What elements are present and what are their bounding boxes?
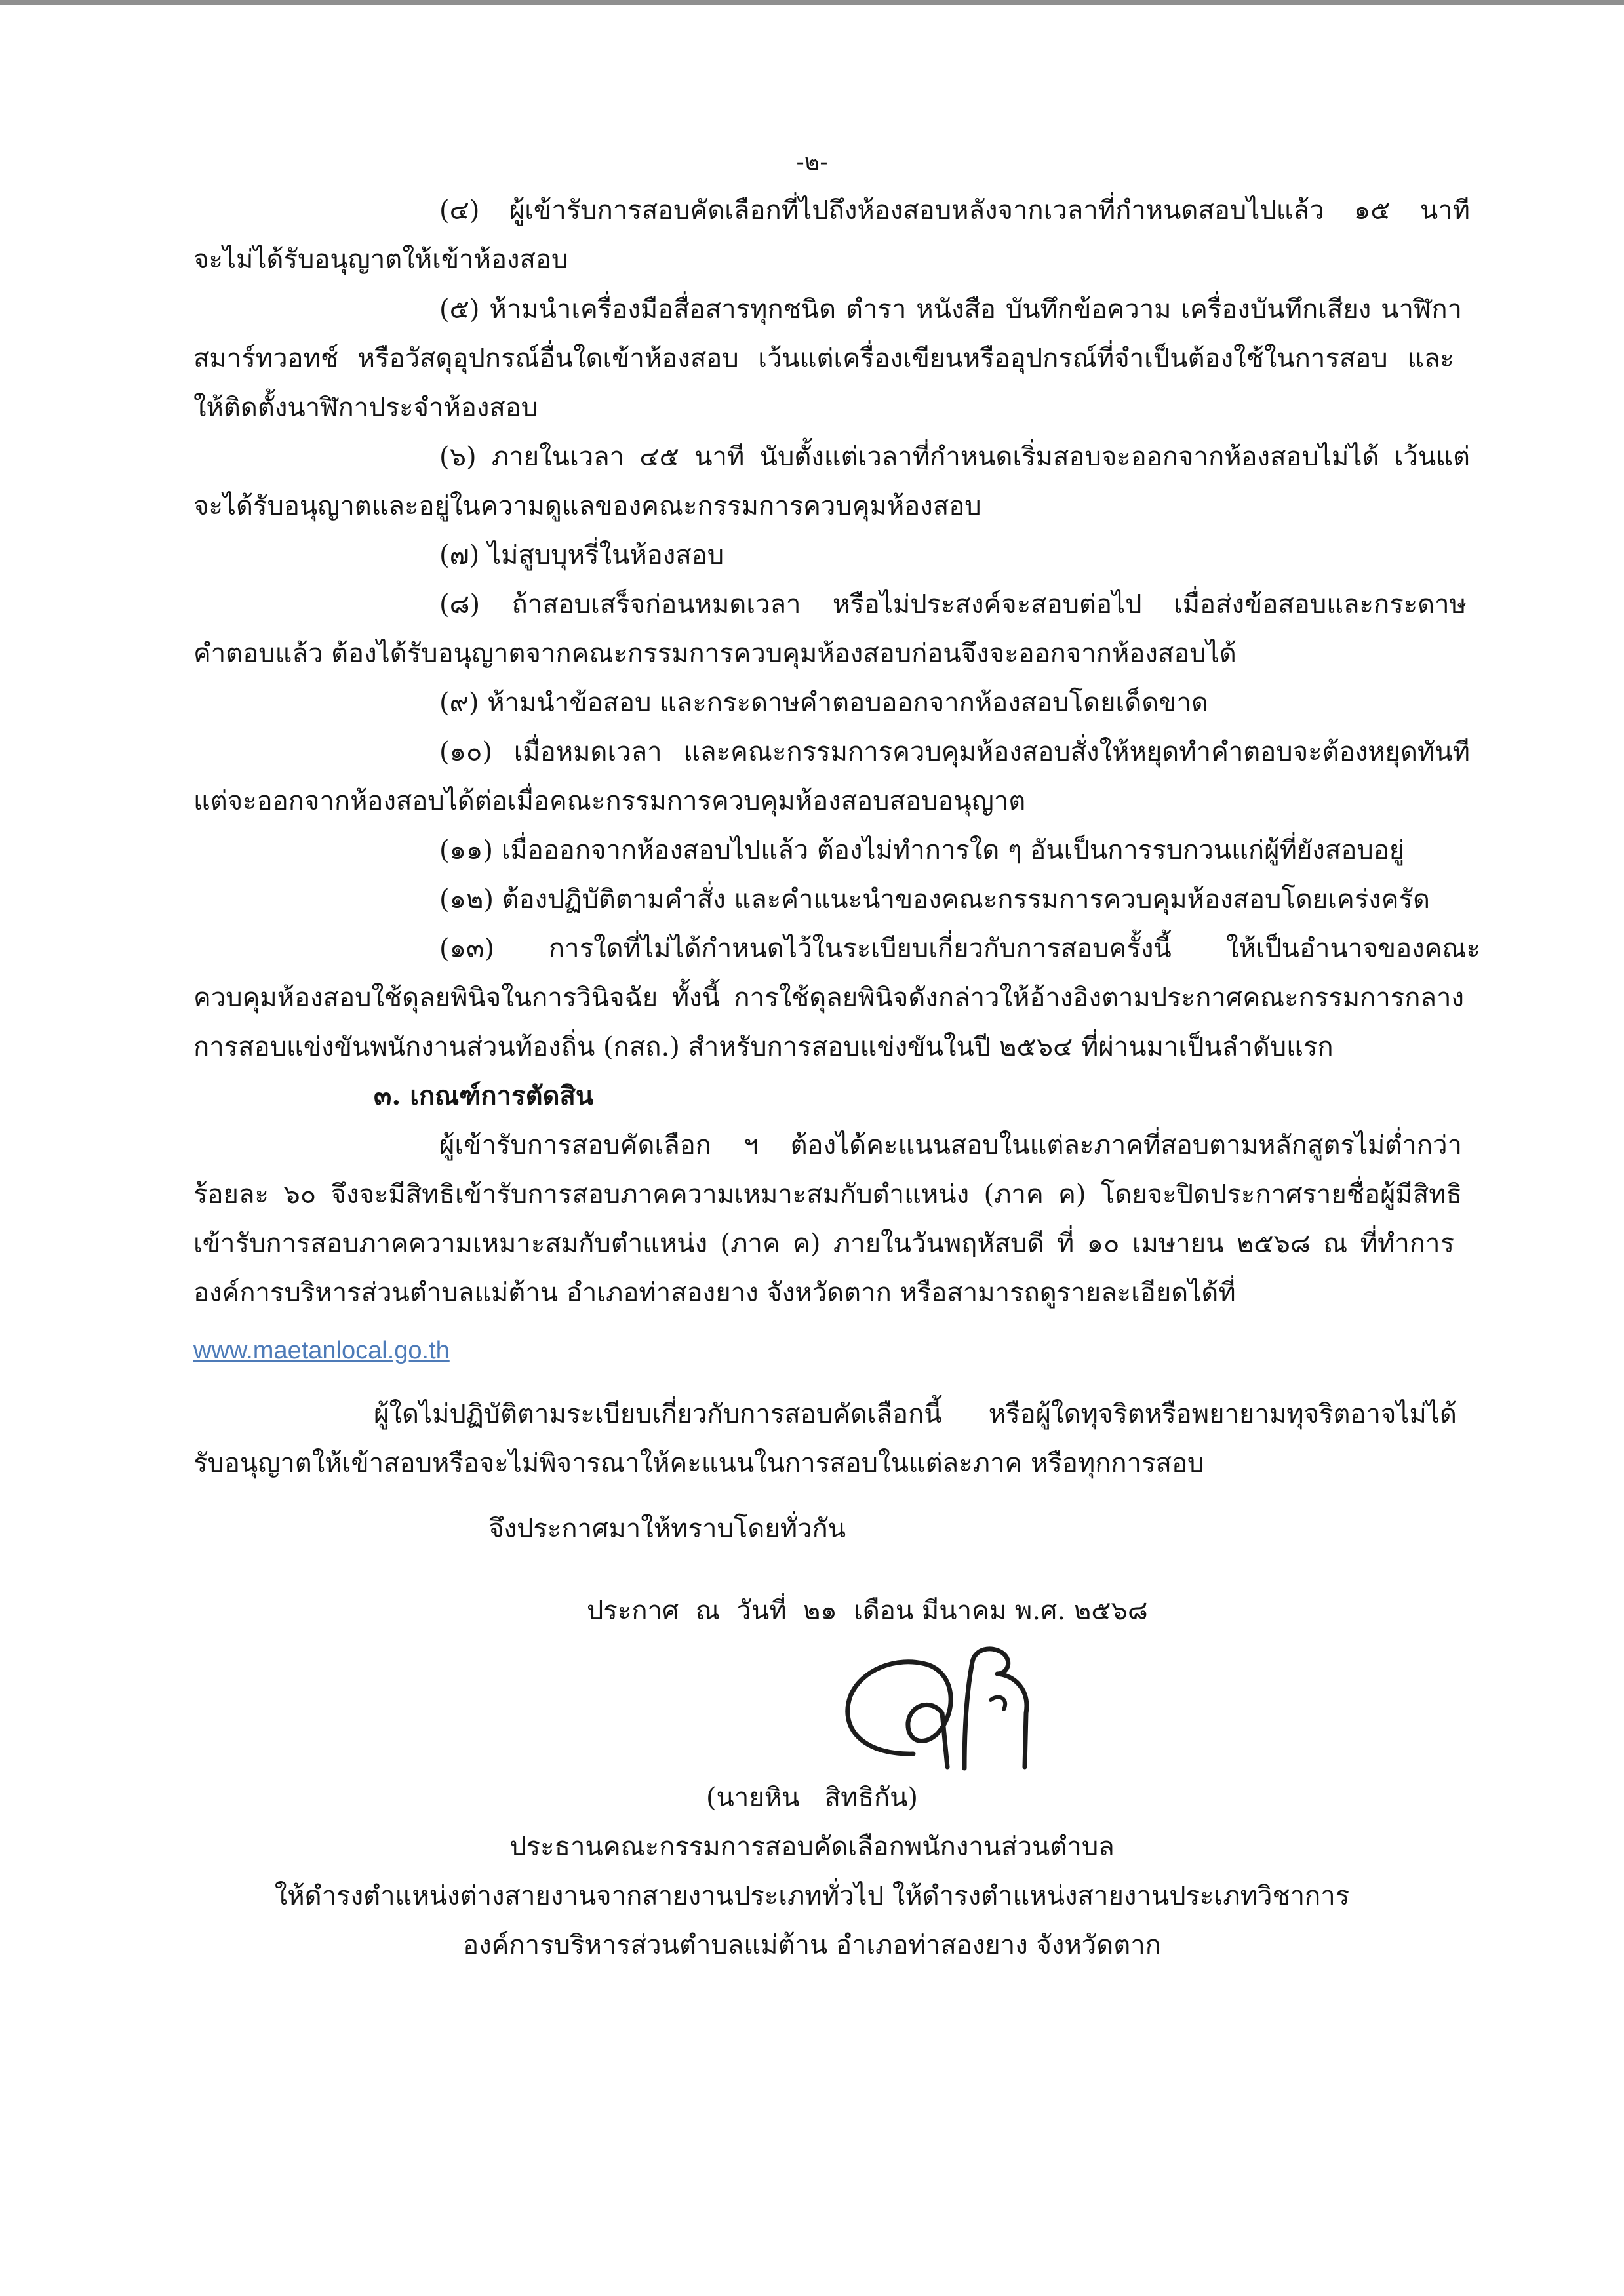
warning-line-2: รับอนุญาตให้เข้าสอบหรือจะไม่พิจารณาให้คะแนนในการสอบในแต่ละภาค หรือทุกการสอบ [193,1448,1204,1478]
signer-name: (นายหิน สิทธิกัน) [705,1783,919,1813]
page-number: -๒- [796,149,828,176]
rule-11-line-1: (๑๑) เมื่อออกจากห้องสอบไปแล้ว ต้องไม่ทำการใด ๆ อันเป็นการรบกวนแก่ผู้ที่ยังสอบอยู่ [439,835,1405,865]
warning-line-1: ผู้ใดไม่ปฏิบัติตามระเบียบเกี่ยวกับการสอบคัดเลือกนี้ หรือผู้ใดทุจริตหรือพยายามทุจริตอาจไม่ได้ [374,1399,1457,1429]
rule-6-line-2: จะได้รับอนุญาตและอยู่ในความดูแลของคณะกรรมการควบคุมห้องสอบ [193,491,981,521]
signer-title-3: องค์การบริหารส่วนตำบลแม่ต้าน อำเภอท่าสองยาง จังหวัดตาก [463,1930,1161,1960]
rule-5-line-2: สมาร์ทวอทช์ หรือวัสดุอุปกรณ์อื่นใดเข้าห้องสอบ เว้นแต่เครื่องเขียนหรืออุปกรณ์ที่จำเป็นต้องใช้ในการสอบ และ [193,344,1454,374]
signer-title-1: ประธานคณะกรรมการสอบคัดเลือกพนักงานส่วนตำบล [509,1832,1115,1862]
rule-4-line-1: (๔) ผู้เข้ารับการสอบคัดเลือกที่ไปถึงห้องสอบหลังจากเวลาที่กำหนดสอบไปแล้ว ๑๕ นาที [439,195,1470,226]
signature-stroke-loop [848,1662,951,1767]
criteria-line-2: ร้อยละ ๖๐ จึงจะมีสิทธิเข้ารับการสอบภาคความเหมาะสมกับตำแหน่ง (ภาค ค) โดยจะปิดประกาศรายชื่อผู้มีสิทธิ [193,1179,1462,1210]
signature-stroke-right [964,1649,1027,1768]
rule-9-line-1: (๙) ห้ามนำข้อสอบ และกระดาษคำตอบออกจากห้องสอบโดยเด็ดขาด [439,688,1208,718]
rule-8-line-2: คำตอบแล้ว ต้องได้รับอนุญาตจากคณะกรรมการควบคุมห้องสอบก่อนจึงจะออกจากห้องสอบได้ [193,639,1237,669]
scan-edge [0,0,1624,5]
signer-title-2: ให้ดำรงตำแหน่งต่างสายงานจากสายงานประเภททั่วไป ให้ดำรงตำแหน่งสายงานประเภทวิชาการ [274,1881,1350,1911]
rule-13-line-3: การสอบแข่งขันพนักงานส่วนท้องถิ่น (กสถ.) สำหรับการสอบแข่งขันในปี ๒๕๖๔ ที่ผ่านมาเป็นลำดับแรก [193,1032,1334,1062]
criteria-heading: ๓. เกณฑ์การตัดสิน [374,1080,594,1111]
rule-12-line-1: (๑๒) ต้องปฏิบัติตามคำสั่ง และคำแนะนำของคณะกรรมการควบคุมห้องสอบโดยเคร่งครัด [439,884,1430,915]
website-link[interactable]: www.maetanlocal.go.th [193,1337,450,1364]
signature-stroke-tick [991,1697,1005,1709]
signature [836,1636,1052,1783]
rule-4-line-2: จะไม่ได้รับอนุญาตให้เข้าห้องสอบ [193,245,568,275]
announce-text: จึงประกาศมาให้ทราบโดยทั่วกัน [488,1514,846,1544]
rule-10-line-1: (๑๐) เมื่อหมดเวลา และคณะกรรมการควบคุมห้องสอบสั่งให้หยุดทำคำตอบจะต้องหยุดทันที [439,737,1470,767]
rule-8-line-1: (๘) ถ้าสอบเสร็จก่อนหมดเวลา หรือไม่ประสงค์จะสอบต่อไป เมื่อส่งข้อสอบและกระดาษ [439,589,1467,620]
rule-13-line-1: (๑๓) การใดที่ไม่ได้กำหนดไว้ในระเบียบเกี่ยวกับการสอบครั้งนี้ ให้เป็นอำนาจของคณะ [439,934,1480,964]
criteria-line-4: องค์การบริหารส่วนตำบลแม่ต้าน อำเภอท่าสองยาง จังหวัดตาก หรือสามารถดูรายละเอียดได้ที่ [193,1278,1236,1308]
criteria-line-3: เข้ารับการสอบภาคความเหมาะสมกับตำแหน่ง (ภาค ค) ภายในวันพฤหัสบดี ที่ ๑๐ เมษายน ๒๕๖๘ ณ ที่ทำการ [193,1229,1454,1259]
rule-13-line-2: ควบคุมห้องสอบใช้ดุลยพินิจในการวินิจฉัย ทั้งนี้ การใช้ดุลยพินิจดังกล่าวให้อ้างอิงตามประกาศคณะกรรมการกลาง [193,983,1464,1013]
rule-5-line-3: ให้ติดตั้งนาฬิกาประจำห้องสอบ [193,393,538,423]
date-line: ประกาศ ณ วันที่ ๒๑ เดือน มีนาคม พ.ศ. ๒๕๖๘ [587,1596,1148,1626]
rule-7-line-1: (๗) ไม่สูบบุหรี่ในห้องสอบ [439,540,724,570]
criteria-line-1: ผู้เข้ารับการสอบคัดเลือก ฯ ต้องได้คะแนนสอบในแต่ละภาคที่สอบตามหลักสูตรไม่ต่ำกว่า [439,1130,1462,1160]
rule-5-line-1: (๕) ห้ามนำเครื่องมือสื่อสารทุกชนิด ตำรา หนังสือ บันทึกข้อความ เครื่องบันทึกเสียง นาฬิกา [439,294,1462,325]
rule-6-line-1: (๖) ภายในเวลา ๔๕ นาที นับตั้งแต่เวลาที่กำหนดเริ่มสอบจะออกจากห้องสอบไม่ได้ เว้นแต่ [439,442,1470,472]
rule-10-line-2: แต่จะออกจากห้องสอบได้ต่อเมื่อคณะกรรมการควบคุมห้องสอบสอบอนุญาต [193,786,1026,816]
